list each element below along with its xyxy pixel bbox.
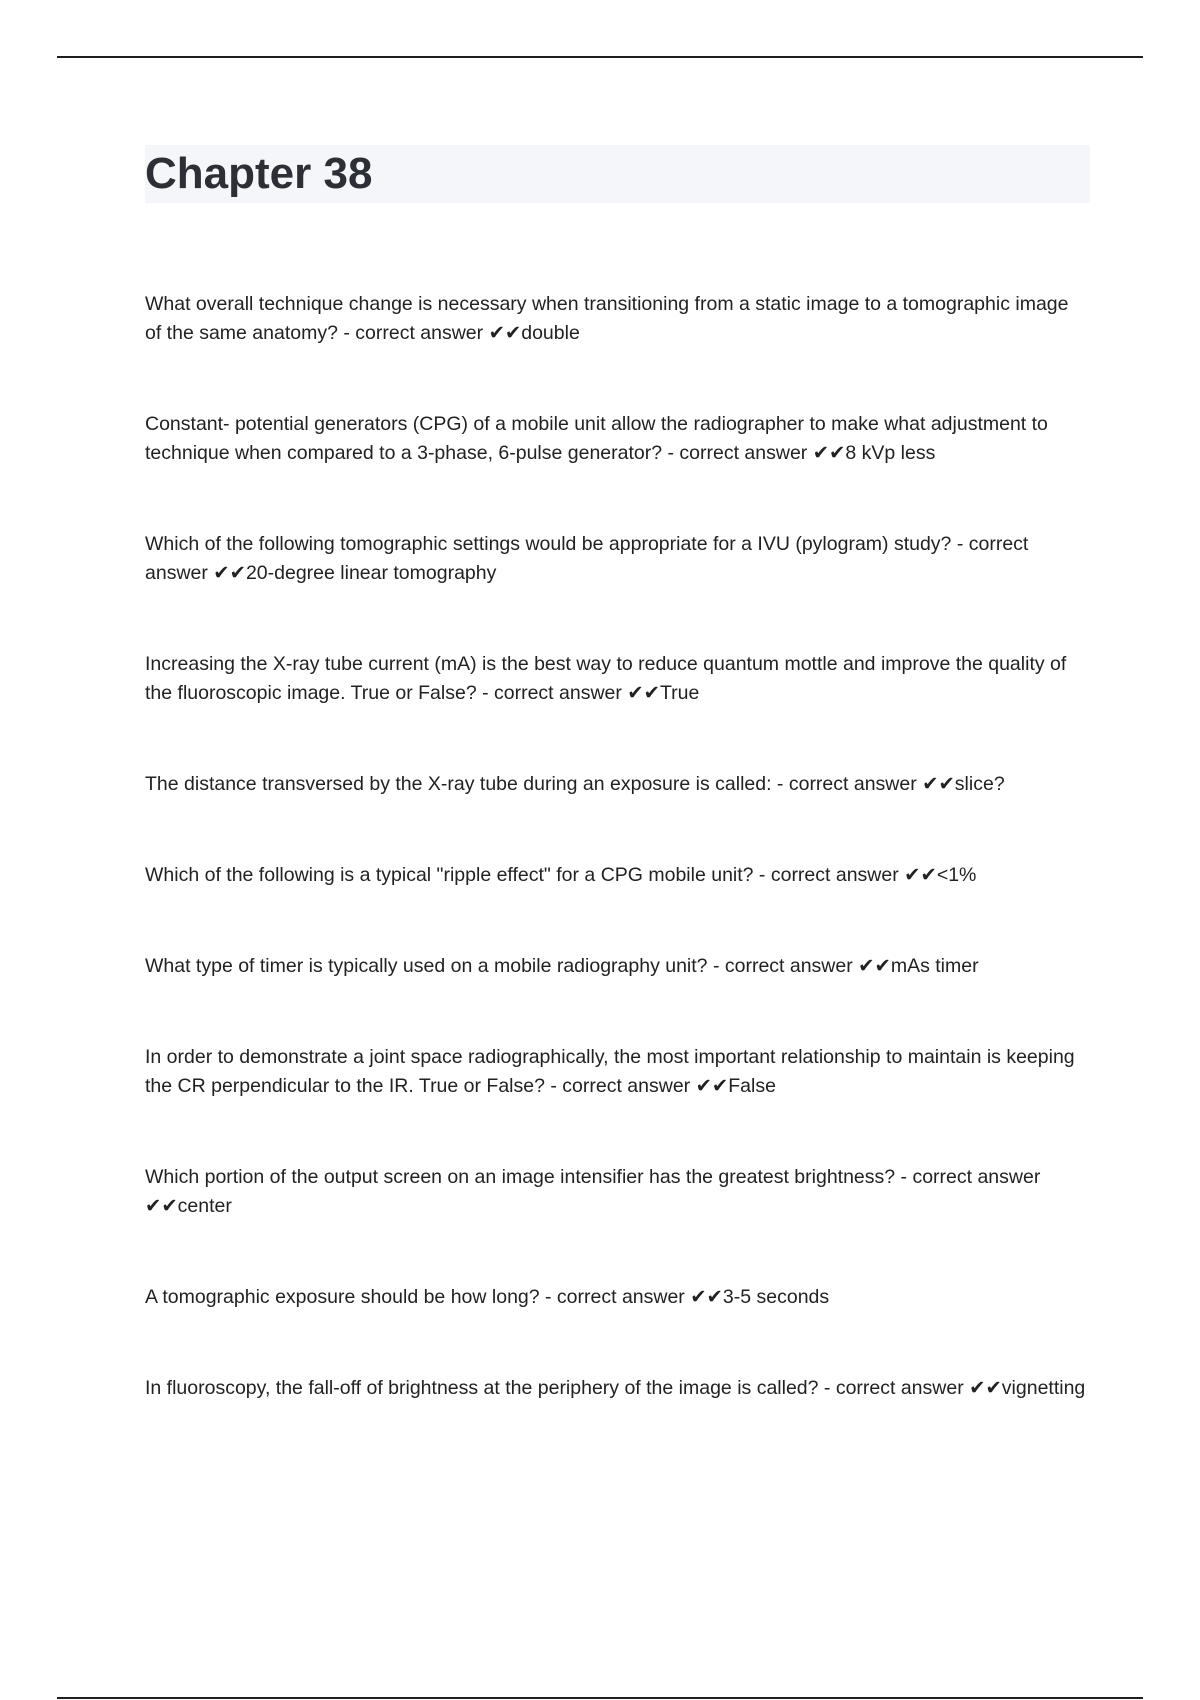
qa-item-8: In order to demonstrate a joint space radiographically, the most important relationship to maintain is keeping the CR perpendicular to the IR. True or False? - correct answer ✔✔False (145, 1046, 1075, 1097)
qa-item-3: Which of the following tomographic settings would be appropriate for a IVU (pylogram) study? - correct answer ✔✔20-degree linear tomography (145, 533, 1029, 584)
top-rule (57, 56, 1143, 58)
bottom-rule (57, 1697, 1143, 1699)
qa-item-5: The distance transversed by the X-ray tube during an exposure is called: - correct answer ✔✔slice? (145, 773, 1005, 795)
qa-item-4: Increasing the X-ray tube current (mA) is the best way to reduce quantum mottle and improve the quality of the fluoroscopic image. True or False? - correct answer ✔✔True (145, 653, 1067, 704)
qa-item-10: A tomographic exposure should be how long? - correct answer ✔✔3-5 seconds (145, 1286, 830, 1308)
qa-item-7: What type of timer is typically used on a mobile radiography unit? - correct answer ✔✔mAs timer (145, 955, 979, 977)
qa-item-2: Constant- potential generators (CPG) of a mobile unit allow the radiographer to make what adjustment to technique when compared to a 3-phase, 6-pulse generator? - correct answer ✔✔8 kVp less (145, 413, 1048, 464)
qa-item-11: In fluoroscopy, the fall-off of brightness at the periphery of the image is called? - correct answer ✔✔vignetting (145, 1377, 1086, 1399)
qa-item-1: What overall technique change is necessary when transitioning from a static image to a tomographic image of the same anatomy? - correct answer ✔✔double (145, 293, 1069, 344)
qa-item-6: Which of the following is a typical "ripple effect" for a CPG mobile unit? - correct answer ✔✔<1% (145, 864, 977, 886)
page-title: Chapter 38 (145, 149, 373, 198)
qa-item-9: Which portion of the output screen on an image intensifier has the greatest brightness? - correct answer ✔✔center (145, 1166, 1041, 1217)
